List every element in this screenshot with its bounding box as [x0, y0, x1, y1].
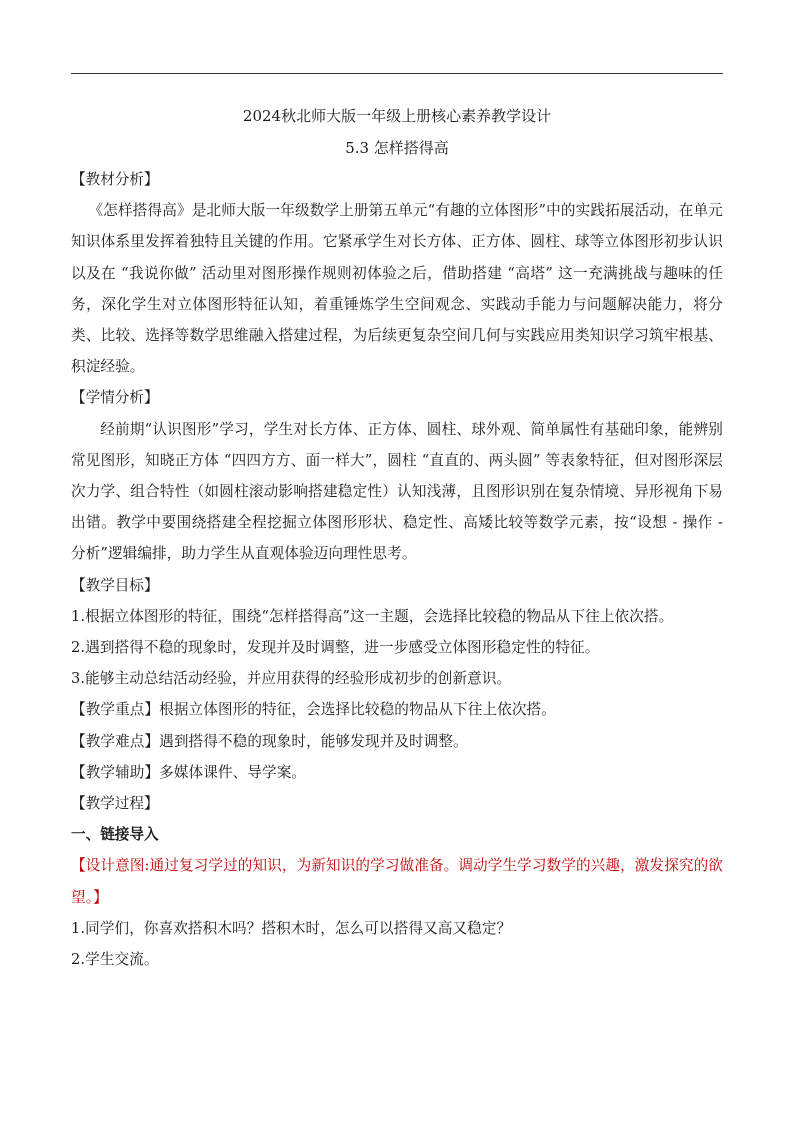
teaching-goals-heading: 【教学目标】 — [71, 576, 159, 594]
teaching-process-heading: 【教学过程】 — [71, 795, 159, 813]
part-one-heading: 一、链接导入 — [71, 826, 159, 844]
difficulty-text: 遇到搭得不稳的现象时，能够发现并及时调整。 — [159, 732, 468, 750]
aids-label: 【教学辅助】 — [71, 763, 160, 781]
teaching-goal-item: 2.遇到搭得不稳的现象时，发现并及时调整，进一步感受立体图形稳定性的特征。 — [71, 639, 600, 657]
material-analysis-text: 《怎样搭得高》是北师大版一年级数学上册第五单元“有趣的立体图形”中的实践拓展活动，在单元知识体系里发挥着独特且关键的作用。它紧承学生对长方体、正方体、圆柱、球等立体图形初步认识以及在 “我说你做” 活动里对图形操作规则初体验之后，借助搭建 “高塔” 这一充满挑战与趣味的任务，深化学生对立体图形特征认知，着重锤炼学生空间观念、实践动手能力与问题解决能力，将分类、比较、选择等数学思维融入搭建过程，为后续更复杂空间几何与实践应用类知识学习筑牢根基、积淀经验。 — [71, 202, 723, 376]
key-point-line — [71, 694, 723, 725]
lesson-title: 5.3 怎样搭得高 — [345, 139, 449, 157]
key-point-text: 根据立体图形的特征，会选择比较稳的物品从下往上依次搭。 — [159, 701, 556, 719]
process-step: 1.同学们，你喜欢搭积木吗？搭积木时，怎么可以搭得又高又稳定？ — [71, 919, 512, 937]
aids-text: 多媒体课件、导学案。 — [159, 763, 307, 781]
document-title: 2024秋北师大版一年级上册核心素养教学设计 — [242, 107, 552, 125]
student-analysis-text: 经前期“认识图形”学习，学生对长方体、正方体、圆柱、球外观、简单属性有基础印象，能辨别常见图形，知晓正方体 “四四方方、面一样大”，圆柱 “直直的、两头圆” 等表象特征，但对图形深层次力学、组合特性（如圆柱滚动影响搭建稳定性）认知浅薄，且图形识别在复杂情境、异形视角下易出错。教学中要围绕搭建全程挖掘立体图形形状、稳定性、高矮比较等数学元素，按“设想 - 操作 - 分析”逻辑编排，助力学生从直观体验迈向理性思考。 — [71, 420, 723, 563]
header-rule — [71, 73, 723, 74]
key-point-label: 【教学重点】 — [71, 701, 160, 719]
aids-line — [71, 757, 723, 788]
student-analysis-heading: 【学情分析】 — [71, 389, 159, 407]
teaching-goal-item: 3.能够主动总结活动经验，并应用获得的经验形成初步的创新意识。 — [71, 670, 512, 688]
material-analysis-heading: 【教材分析】 — [71, 171, 159, 188]
teaching-goal-item: 1.根据立体图形的特征，围绕“怎样搭得高”这一主题，会选择比较稳的物品从下往上依次搭。 — [71, 607, 674, 625]
design-intent-note: 【设计意图:通过复习学过的知识，为新知识的学习做准备。调动学生学习数学的兴趣，激发探究的欲望。】 — [71, 857, 723, 906]
process-step: 2.学生交流。 — [71, 951, 159, 969]
difficulty-line — [71, 726, 723, 757]
document-page — [71, 100, 723, 975]
difficulty-label: 【教学难点】 — [71, 732, 160, 750]
